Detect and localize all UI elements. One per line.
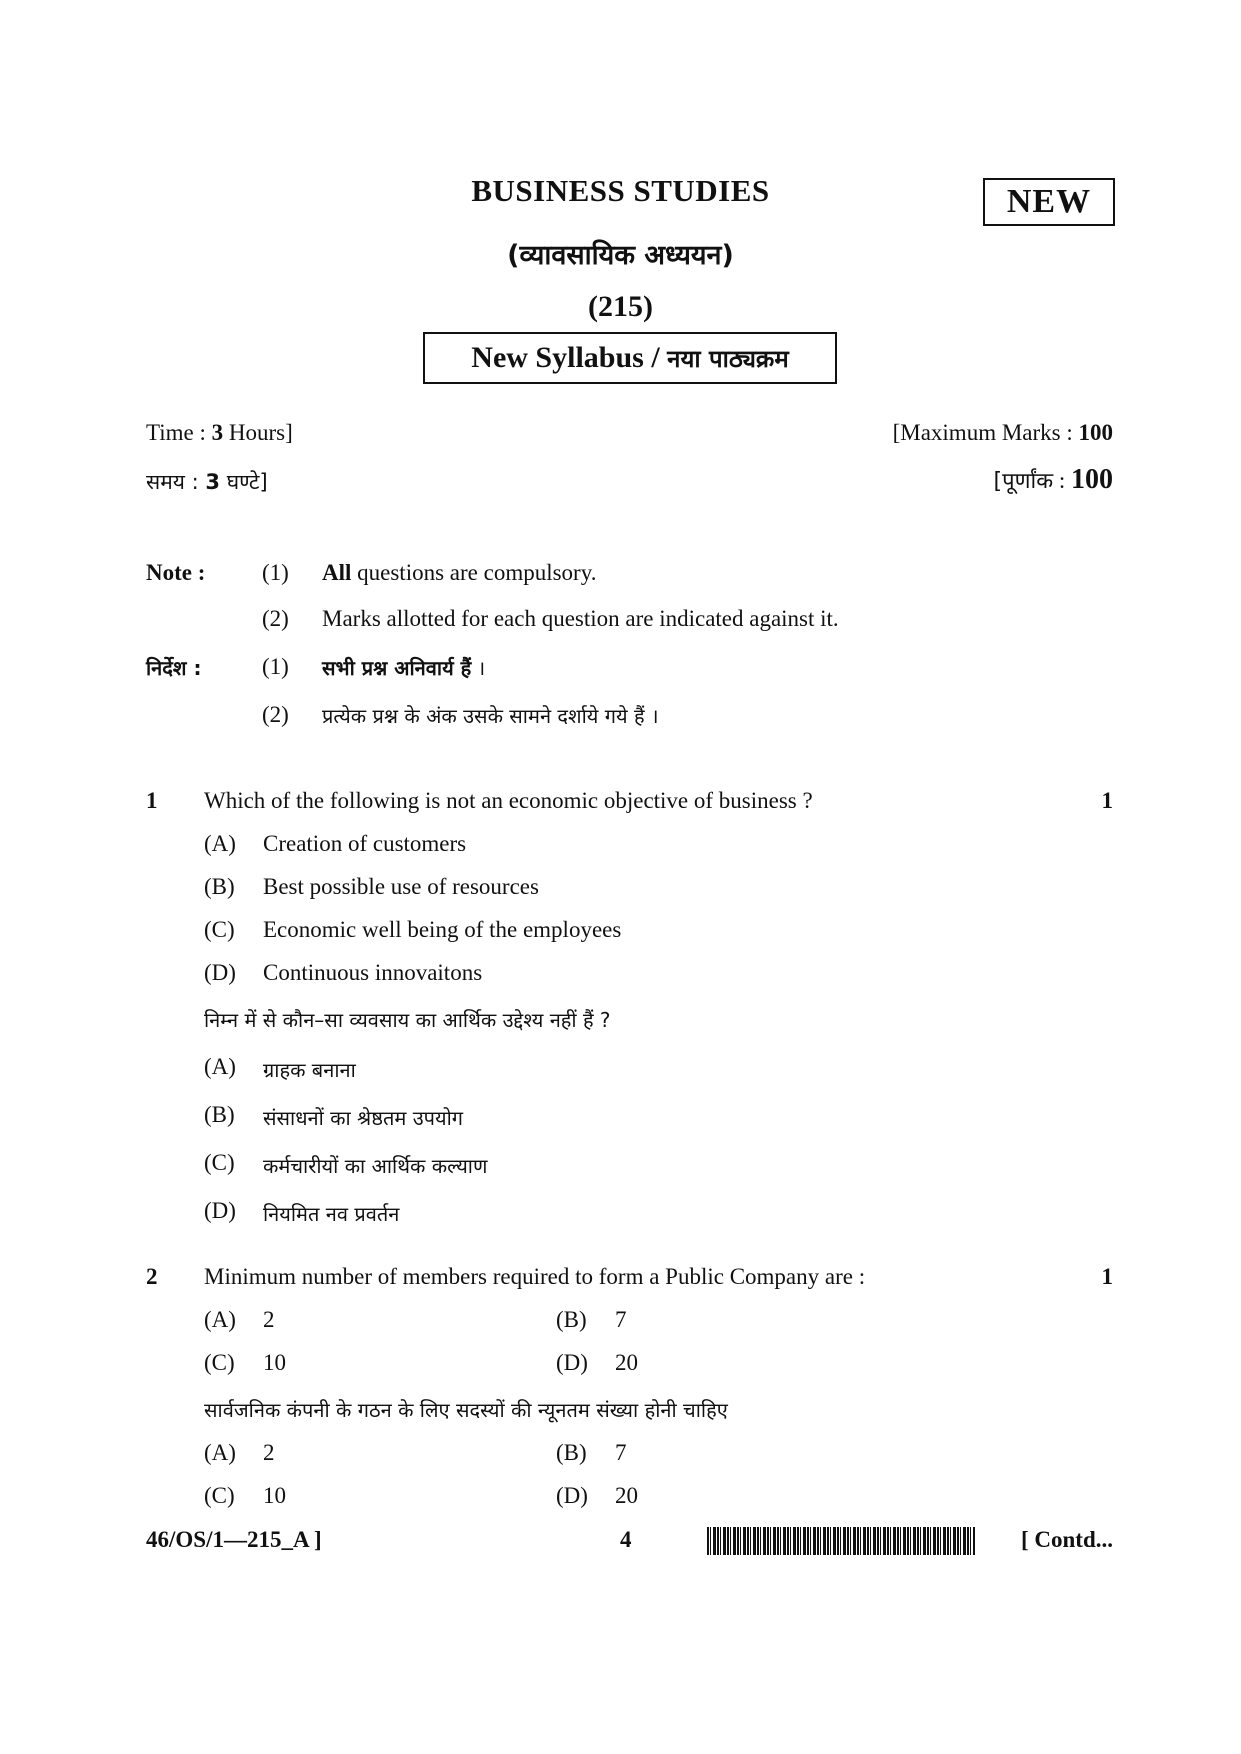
time-value: 3	[211, 420, 224, 445]
q2-hi-option-d: 20	[615, 1483, 638, 1508]
barcode-image	[707, 1527, 975, 1555]
q1-text-hindi: निम्न में से कौन–सा व्यवसाय का आर्थिक उद्देश्य नहीं हैं ?	[204, 1008, 611, 1032]
q1-hi-option-d: नियमित नव प्रवर्तन	[263, 1202, 400, 1226]
syllabus-en: New Syllabus	[471, 341, 644, 374]
q2-option-d: 20	[615, 1350, 638, 1375]
max-marks-line: [Maximum Marks : 100	[892, 420, 1113, 445]
q1-text: Which of the following is not an economic objective of business ?	[204, 788, 813, 813]
page-number: 4	[620, 1527, 632, 1552]
note-hi-1-num: (1)	[262, 654, 289, 679]
q2-option-key: (A)	[204, 1307, 236, 1332]
time-label: Time	[146, 420, 194, 445]
q1-hi-option-key: (A)	[204, 1054, 236, 1079]
note-2: Marks allotted for each question are indicated against it.	[322, 606, 839, 631]
q1-option-b: Best possible use of resources	[263, 874, 539, 899]
q2-hi-option-a: 2	[263, 1440, 275, 1465]
q2-text-hindi: सार्वजनिक कंपनी के गठन के लिए सदस्यों की न्यूनतम संख्या होनी चाहिए	[204, 1398, 728, 1422]
q1-option-key: (A)	[204, 831, 236, 856]
note-hi-2: प्रत्येक प्रश्न के अंक उसके सामने दर्शाये गये हैं ।	[322, 704, 659, 728]
q1-hi-option-key: (C)	[204, 1150, 235, 1175]
new-badge: NEW	[983, 178, 1115, 226]
q1-option-key: (D)	[204, 960, 236, 985]
q1-hi-option-c: कर्मचारीयों का आर्थिक कल्याण	[263, 1154, 488, 1178]
q2-hi-option-c: 10	[263, 1483, 286, 1508]
note-hi-2-num: (2)	[262, 702, 289, 727]
note-1: All questions are compulsory.	[322, 560, 597, 585]
q2-option-key: (D)	[556, 1350, 588, 1375]
q2-hi-option-key: (B)	[556, 1440, 587, 1465]
q2-text: Minimum number of members required to form a Public Company are :	[204, 1264, 866, 1289]
q2-option-key: (B)	[556, 1307, 587, 1332]
contd-label: [ Contd...	[1020, 1527, 1113, 1552]
q1-hi-option-a: ग्राहक बनाना	[263, 1058, 356, 1082]
note-1-num: (1)	[262, 560, 289, 585]
note-2-num: (2)	[262, 606, 289, 631]
q1-number: 1	[146, 788, 158, 813]
q1-option-d: Continuous innovaitons	[263, 960, 483, 985]
q2-number: 2	[146, 1264, 158, 1289]
syllabus-box	[423, 332, 837, 384]
time-line: Time : 3 Hours]	[146, 420, 293, 445]
q1-option-key: (B)	[204, 874, 235, 899]
paper-title-hindi: (व्यावसायिक अध्ययन)	[507, 240, 734, 271]
q2-option-c: 10	[263, 1350, 286, 1375]
q1-hi-option-b: संसाधनों का श्रेष्ठतम उपयोग	[263, 1106, 464, 1130]
q2-option-key: (C)	[204, 1350, 235, 1375]
time-unit: Hours]	[228, 420, 293, 445]
q1-hi-option-key: (B)	[204, 1102, 235, 1127]
syllabus-hi: नया पाठ्यक्रम	[667, 345, 789, 373]
max-marks-label: [Maximum Marks	[892, 420, 1061, 445]
note-label-hindi: निर्देश :	[146, 656, 202, 680]
syllabus-separator: /	[651, 341, 660, 374]
time-line-hindi: समय : 3 घण्टे]	[146, 470, 268, 494]
q2-hi-option-b: 7	[615, 1440, 627, 1465]
q2-hi-option-key: (A)	[204, 1440, 236, 1465]
footer-code: 46/OS/1—215_A ]	[146, 1527, 322, 1552]
note-hi-1: सभी प्रश्न अनिवार्य हैं ।	[322, 656, 486, 680]
q1-marks: 1	[1101, 788, 1113, 813]
q1-option-c: Economic well being of the employees	[263, 917, 622, 942]
q2-hi-option-key: (D)	[556, 1483, 588, 1508]
q2-option-b: 7	[615, 1307, 627, 1332]
q1-option-a: Creation of customers	[263, 831, 467, 856]
note-label: Note :	[146, 560, 206, 585]
q2-option-a: 2	[263, 1307, 275, 1332]
q2-marks: 1	[1101, 1264, 1113, 1289]
paper-title: BUSINESS STUDIES	[471, 173, 770, 208]
max-marks-value: 100	[1078, 420, 1113, 445]
q1-option-key: (C)	[204, 917, 235, 942]
subject-code: (215)	[588, 290, 653, 323]
max-marks-line-hindi: [पूर्णांक : 100	[993, 464, 1113, 495]
q2-hi-option-key: (C)	[204, 1483, 235, 1508]
q1-hi-option-key: (D)	[204, 1198, 236, 1223]
